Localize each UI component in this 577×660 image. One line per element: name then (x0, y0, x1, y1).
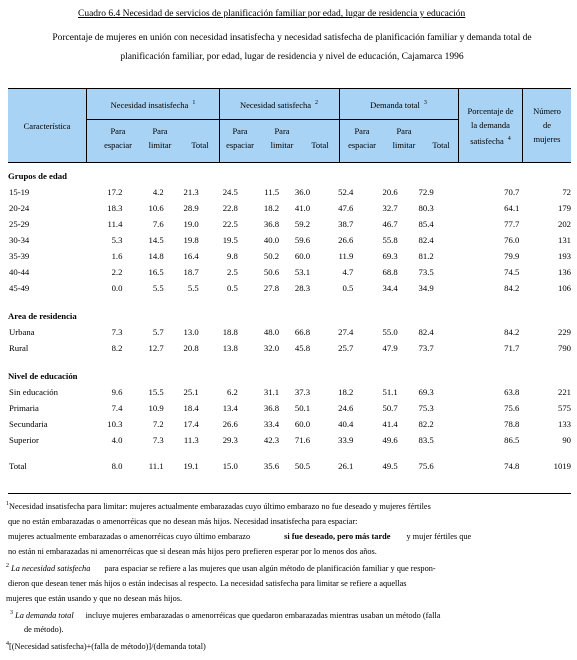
footnote-number: 1 (6, 501, 9, 507)
table-cell: 85.4 (418, 219, 434, 229)
table-cell: 25.7 (338, 343, 354, 353)
subheader-text: limitar (270, 140, 294, 150)
table-cell: 131 (557, 235, 571, 245)
table-cell: 26.1 (338, 461, 354, 471)
table-cell: 50.1 (294, 403, 311, 413)
footnote-2-line-2: dieron que desean tener más hijos o están indecisas al respecto. La necesidad satisfecha para limitar se refiere a aquellas (8, 578, 407, 588)
table-cell: 1019 (553, 461, 571, 471)
row-label: 30-34 (9, 235, 30, 245)
table-cell: 4.2 (152, 187, 164, 197)
subheader-unmet-total: Total (191, 140, 209, 150)
table-cell: 59.2 (294, 219, 311, 229)
table-cell: 7.3 (152, 435, 164, 445)
table-cell: 50.7 (382, 403, 398, 413)
subheader-unmet-limiting (140, 124, 180, 152)
table-subtitle-line-2: planificación familiar, por edad, lugar de residencia y nivel de educación, Cajamarca 1996 (120, 52, 464, 62)
table-cell: 229 (557, 327, 571, 337)
table-cell: 13.8 (222, 343, 238, 353)
table-cell: 575 (557, 403, 571, 413)
table-cell: 33.9 (338, 435, 354, 445)
table-row (8, 280, 571, 296)
table-cell: 38.7 (338, 219, 354, 229)
section-header-row (8, 306, 571, 324)
table-cell: 47.6 (338, 203, 354, 213)
table-cell: 11.1 (148, 461, 164, 471)
table-cell: 79.9 (504, 251, 520, 261)
table-cell: 84.2 (504, 327, 520, 337)
footnote-text: y mujer fértiles que (406, 531, 472, 541)
table-cell: 7.2 (152, 419, 164, 429)
section-title: Grupos de edad (8, 171, 67, 181)
table-cell: 9.6 (111, 387, 123, 397)
table-cell: 12.7 (148, 343, 164, 353)
header-unmet-label: Necesidad insatisfecha (110, 99, 189, 110)
table-cell: 28.3 (294, 283, 311, 293)
table-cell: 45.8 (294, 343, 311, 353)
header-num-line-3: mujeres (533, 134, 561, 144)
table-cell: 70.7 (504, 187, 520, 197)
table-row (8, 200, 571, 216)
table-cell: 19.1 (183, 461, 199, 471)
footnote-text: mujeres actualmente embarazadas o amenorréicas cuyo último embarazo (8, 531, 251, 541)
header-num-line-2: de (542, 120, 552, 130)
footnote-3-line-1 (6, 606, 572, 623)
table-cell: 55.8 (382, 235, 398, 245)
row-label: 35-39 (9, 251, 30, 261)
table-cell: 27.4 (338, 327, 354, 337)
row-label: Secundaria (9, 419, 48, 429)
table-row (8, 458, 571, 474)
table-cell: 24.6 (338, 403, 354, 413)
footnote-number: 2 (6, 562, 9, 569)
header-pct-line-3-text: satisfecha (470, 135, 504, 146)
footnote-bold-text: si fue deseado, pero más tarde (284, 531, 391, 541)
table-row (8, 264, 571, 280)
table-cell: 32.7 (382, 203, 398, 213)
table-cell: 18.3 (107, 203, 123, 213)
table-cell: 10.9 (148, 403, 164, 413)
table-cell: 81.2 (418, 251, 434, 261)
table-cell: 11.3 (183, 435, 199, 445)
row-label: 25-29 (9, 219, 30, 229)
table-cell: 35.6 (263, 461, 280, 471)
table-cell: 64.1 (504, 203, 520, 213)
header-pct-line-1: Porcentaje de (467, 106, 514, 116)
header-pct-demand-satisfied (459, 104, 522, 148)
footnote-1-line-3 (6, 529, 572, 544)
header-demand-note: 3 (423, 100, 427, 106)
table-cell: 193 (557, 251, 571, 261)
spacer-cell (8, 448, 571, 458)
table-cell: 16.4 (183, 251, 199, 261)
table-cell: 11.9 (338, 251, 354, 261)
row-label: Rural (9, 343, 29, 353)
subheader-unmet-spacing (98, 124, 138, 152)
subheader-text: espaciar (104, 140, 132, 150)
table-cell: 59.6 (294, 235, 311, 245)
spacer-cell (8, 356, 571, 366)
row-label: 15-19 (9, 187, 30, 197)
data-table (8, 166, 571, 474)
header-characteristic: Característica (23, 121, 71, 131)
subheader-demand-total: Total (432, 140, 450, 150)
table-cell: 51.1 (382, 387, 398, 397)
table-cell: 75.6 (418, 461, 434, 471)
subheader-met-total: Total (311, 140, 329, 150)
table-cell: 33.4 (263, 419, 280, 429)
table-cell: 21.3 (183, 187, 199, 197)
table-cell: 34.9 (418, 283, 434, 293)
table-cell: 136 (557, 267, 571, 277)
table-cell: 10.6 (148, 203, 164, 213)
table-cell: 72.9 (418, 187, 434, 197)
row-label: 40-44 (9, 267, 30, 277)
table-cell: 19.0 (183, 219, 199, 229)
header-met-note: 2 (315, 100, 319, 106)
table-row (8, 340, 571, 356)
table-cell: 31.1 (263, 387, 280, 397)
table-cell: 6.2 (227, 387, 238, 397)
table-row (8, 324, 571, 340)
header-unmet-note: 1 (192, 100, 196, 106)
row-label: 20-24 (9, 203, 30, 213)
header-pct-line-3 (459, 132, 522, 148)
table-cell: 73.5 (418, 267, 434, 277)
table-cell: 66.8 (294, 327, 311, 337)
header-total-demand (340, 96, 457, 112)
subheader-text: Para (396, 126, 412, 136)
table-cell: 0.5 (342, 283, 354, 293)
table-cell: 71.7 (504, 343, 520, 353)
table-cell: 53.1 (294, 267, 311, 277)
table-cell: 47.9 (382, 343, 398, 353)
row-label: Urbana (9, 327, 35, 337)
footnote-2-line-1 (6, 559, 572, 576)
header-number-of-women (523, 104, 571, 146)
table-cell: 41.0 (294, 203, 311, 213)
header-demand-label: Demanda total (370, 99, 420, 110)
table-cell: 18.7 (183, 267, 199, 277)
table-cell: 8.0 (111, 461, 123, 471)
table-cell: 55.0 (382, 327, 398, 337)
table-cell: 5.7 (152, 327, 164, 337)
table-cell: 13.0 (183, 327, 199, 337)
header-num-line-1: Número (533, 106, 561, 116)
row-label: Primaria (9, 403, 39, 413)
table-cell: 2.5 (227, 267, 238, 277)
table-cell: 5.5 (187, 283, 199, 293)
table-cell: 40.4 (338, 419, 354, 429)
footnote-number: 3 (10, 609, 13, 616)
table-cell: 84.2 (504, 283, 520, 293)
table-cell: 4.7 (342, 267, 354, 277)
footnote-4-line-1 (6, 637, 572, 654)
rule-header-bottom (8, 162, 571, 163)
table-cell: 50.2 (263, 251, 280, 261)
table-cell: 82.2 (418, 419, 434, 429)
section-title: Area de residencia (8, 311, 77, 321)
header-pct-note: 4 (507, 136, 511, 142)
table-cell: 82.4 (418, 235, 434, 245)
footnote-text: [(Necesidad satisfecha)+(falla de método)]/(demanda total) (9, 642, 206, 652)
table-cell: 86.5 (504, 435, 520, 445)
table-cell: 19.8 (183, 235, 199, 245)
subheader-text: espaciar (226, 140, 254, 150)
divider-1 (86, 88, 87, 163)
table-cell: 22.8 (222, 203, 238, 213)
footnote-1-line-4: no están ni embarazadas ni amenorréicas que si desean más hijos pero prefieren esperar por lo menos dos años. (8, 546, 377, 556)
table-cell: 2.2 (111, 267, 123, 277)
subheader-text: Para (152, 126, 168, 136)
table-cell: 28.9 (183, 203, 199, 213)
table-cell: 50.6 (263, 267, 280, 277)
table-cell: 13.4 (222, 403, 238, 413)
subheader-text: Para (354, 126, 370, 136)
header-pct-line-2: la demanda (471, 120, 510, 130)
table-cell: 221 (557, 387, 571, 397)
footnote-italic-text: La demanda total (15, 610, 74, 620)
subheader-demand-limiting (384, 124, 424, 152)
table-cell: 106 (557, 283, 571, 293)
table-cell: 77.7 (504, 219, 520, 229)
table-cell: 75.6 (504, 403, 520, 413)
table-cell: 75.3 (418, 403, 434, 413)
table-cell: 26.6 (222, 419, 238, 429)
table-row (8, 184, 571, 200)
table-cell: 20.8 (183, 343, 199, 353)
footnotes (6, 497, 572, 654)
row-label: Superior (9, 435, 39, 445)
table-cell: 7.6 (152, 219, 164, 229)
table-cell: 32.0 (263, 343, 280, 353)
table-cell: 26.6 (338, 235, 354, 245)
table-cell: 19.5 (222, 235, 238, 245)
table-cell: 69.3 (418, 387, 434, 397)
table-cell: 29.3 (222, 435, 238, 445)
table-cell: 71.6 (294, 435, 311, 445)
footnote-text: Necesidad insatisfecha para limitar: mujeres actualmente embarazadas cuyo último embarazo no fue deseado y mujeres fértiles (9, 501, 431, 511)
rule-top (8, 88, 571, 89)
table-cell: 10.3 (107, 419, 123, 429)
spacer-cell (8, 296, 571, 306)
table-cell: 8.2 (111, 343, 123, 353)
section-header-row (8, 166, 571, 184)
table-cell: 18.2 (338, 387, 354, 397)
table-cell: 83.5 (418, 435, 434, 445)
subheader-met-spacing (220, 124, 260, 152)
subheader-text: Para (274, 126, 290, 136)
table-row (8, 416, 571, 432)
table-cell: 49.5 (382, 461, 398, 471)
table-cell: 36.8 (263, 403, 280, 413)
table-cell: 78.8 (504, 419, 520, 429)
rule-bottom (8, 493, 571, 494)
table-cell: 14.5 (148, 235, 164, 245)
table-cell: 7.3 (111, 327, 123, 337)
table-cell: 17.4 (183, 419, 199, 429)
table-cell: 69.3 (382, 251, 398, 261)
table-cell: 48.0 (263, 327, 280, 337)
row-label: 45-49 (9, 283, 30, 293)
table-cell: 24.5 (222, 187, 238, 197)
footnote-number: 4 (6, 641, 9, 648)
subheader-text: limitar (148, 140, 172, 150)
table-row (8, 232, 571, 248)
table-cell: 74.8 (504, 461, 520, 471)
table-cell: 73.7 (418, 343, 434, 353)
table-cell: 16.5 (148, 267, 164, 277)
section-title: Nivel de educación (8, 371, 78, 381)
table-cell: 0.5 (227, 283, 238, 293)
table-cell: 90 (562, 435, 571, 445)
table-title: Cuadro 6.4 Necesidad de servicios de planificación familiar por edad, lugar de residencia y educación (78, 9, 466, 19)
table-cell: 22.5 (222, 219, 238, 229)
table-cell: 5.5 (152, 283, 164, 293)
header-met-label: Necesidad satisfecha (239, 99, 312, 110)
table-cell: 50.5 (294, 461, 311, 471)
footnote-text: incluye mujeres embarazadas o amenorréicas que quedaron embarazadas mientras usaban un método (falla (85, 610, 441, 620)
table-subtitle-line-1: Porcentaje de mujeres en unión con necesidad insatisfecha y necesidad satisfecha de planificación familiar y demanda total de (52, 33, 532, 43)
subheader-text: limitar (392, 140, 416, 150)
footnote-1-line-2: que no están embarazadas o amenorréicas que no desean más hijos. Necesidad insatisfecha para espaciar: (8, 516, 358, 526)
row-label: Sin educación (9, 387, 58, 397)
subheader-text: espaciar (348, 140, 376, 150)
table-row (8, 432, 571, 448)
table-cell: 60.0 (294, 251, 311, 261)
footnote-1-line-1 (6, 497, 572, 514)
table-body (8, 166, 571, 474)
table-cell: 18.4 (183, 403, 199, 413)
table-cell: 15.5 (148, 387, 164, 397)
section-header-row (8, 366, 571, 384)
table-cell: 25.1 (183, 387, 199, 397)
row-label: Total (9, 461, 27, 471)
table-cell: 46.7 (382, 219, 398, 229)
table-cell: 68.8 (382, 267, 398, 277)
footnote-text: para espaciar se refiere a las mujeres que usan algún método de planificación familiar y que respon- (104, 563, 436, 573)
table-cell: 60.0 (294, 419, 311, 429)
table-row (8, 400, 571, 416)
subheader-met-limiting (262, 124, 302, 152)
table-row (8, 248, 571, 264)
spacer-row (8, 356, 571, 366)
table-cell: 63.8 (504, 387, 520, 397)
table-cell: 790 (557, 343, 571, 353)
header-unmet-need (88, 96, 218, 112)
table-cell: 74.5 (504, 267, 520, 277)
subheader-demand-spacing (342, 124, 382, 152)
table-cell: 72 (562, 187, 571, 197)
table-cell: 0.0 (111, 283, 123, 293)
table-cell: 41.4 (382, 419, 398, 429)
table-cell: 133 (557, 419, 571, 429)
subheader-text: Para (232, 126, 248, 136)
table-cell: 36.0 (294, 187, 311, 197)
footnote-italic-text: La necesidad satisfecha (11, 563, 91, 573)
table-cell: 37.3 (294, 387, 311, 397)
table-row (8, 384, 571, 400)
rule-subheader (86, 119, 458, 120)
table-cell: 7.4 (111, 403, 123, 413)
footnote-2-line-3: mujeres que están usando y que no desean más hijos. (6, 593, 183, 603)
table-cell: 4.0 (111, 435, 123, 445)
table-cell: 179 (557, 203, 571, 213)
table-cell: 18.2 (263, 203, 280, 213)
table-cell: 17.2 (107, 187, 123, 197)
table-cell: 15.0 (222, 461, 238, 471)
table-cell: 49.6 (382, 435, 398, 445)
table-cell: 14.8 (148, 251, 164, 261)
spacer-row (8, 448, 571, 458)
table-cell: 36.8 (263, 219, 280, 229)
table-cell: 5.3 (111, 235, 123, 245)
subheader-text: Para (110, 126, 126, 136)
footnote-3-line-2: de método). (24, 625, 64, 635)
table-cell: 1.6 (111, 251, 123, 261)
spacer-row (8, 296, 571, 306)
table-cell: 18.8 (222, 327, 238, 337)
table-cell: 52.4 (338, 187, 354, 197)
table-cell: 34.4 (382, 283, 398, 293)
header-met-need (220, 96, 338, 112)
table-cell: 9.8 (227, 251, 238, 261)
table-cell: 20.6 (382, 187, 398, 197)
table-cell: 40.0 (263, 235, 280, 245)
table-cell: 202 (557, 219, 571, 229)
table-cell: 76.0 (504, 235, 520, 245)
table-cell: 82.4 (418, 327, 434, 337)
table-cell: 80.3 (418, 203, 434, 213)
table-cell: 42.3 (263, 435, 280, 445)
table-cell: 11.5 (264, 187, 280, 197)
table-cell: 11.4 (107, 219, 123, 229)
table-cell: 27.8 (263, 283, 280, 293)
table-row (8, 216, 571, 232)
